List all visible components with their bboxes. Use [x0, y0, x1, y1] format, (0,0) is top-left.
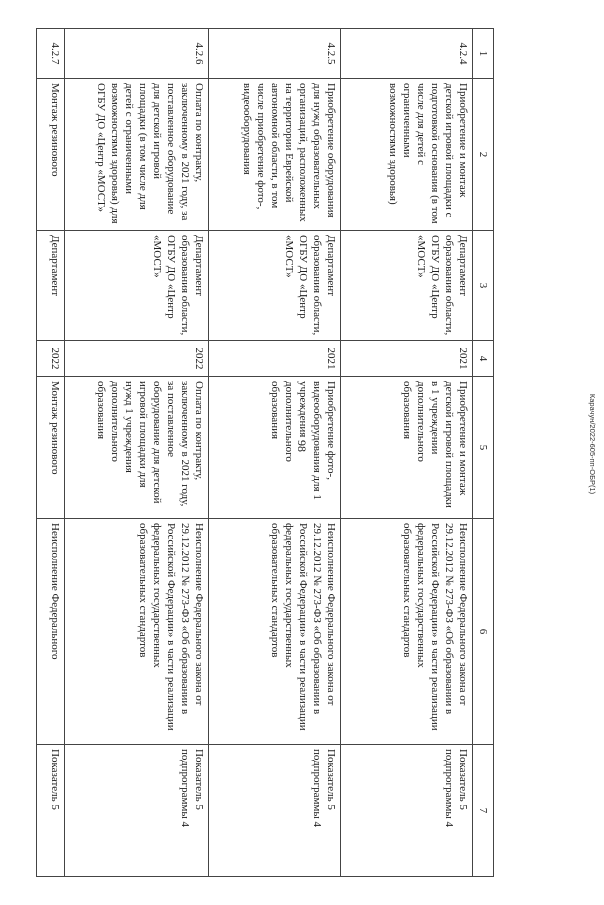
header-cell: 1 — [473, 29, 494, 79]
expected-result: Оплата по контракту, заключенному в 2021 году, за поставленное оборудование для детской игровой площадки для нужд 1 учреждения дополнительного образования — [65, 377, 208, 519]
executor: Департамент образования области, ОГБУ ДО «Центр «МОСТ» — [65, 231, 208, 341]
row-number: 4.2.5 — [208, 29, 340, 79]
executor: Департамент — [37, 231, 65, 341]
header-cell: 3 — [473, 231, 494, 341]
header-cell: 7 — [473, 745, 494, 877]
expected-result: Монтаж резинового — [37, 377, 65, 519]
document-watermark: Карачун/2022-605-пп-ОБР(1) — [588, 393, 597, 495]
consequence: Неисполнение Федерального закона от 29.12.2012 № 273-ФЗ «Об образовании в Российской Федерации» в части реализации федеральных государственных образовательных стандартов — [65, 519, 208, 745]
row-number: 4.2.6 — [65, 29, 208, 79]
table-row — [65, 29, 208, 877]
measure-name: Монтаж резинового — [37, 79, 65, 231]
measure-name: Оплата по контракту, заключенному в 2021 году, за поставленное оборудование для детской игровой площадки (в том числе для детей с ограниченными возможностями здоровья) для ОГБУ ДО «Центр «МОСТ» — [65, 79, 208, 231]
row-number: 4.2.4 — [340, 29, 472, 79]
year: 2021 — [208, 341, 340, 377]
indicator: Показатель 5 подпрограммы 4 — [65, 745, 208, 877]
header-cell: 4 — [473, 341, 494, 377]
row-number: 4.2.7 — [37, 29, 65, 79]
indicator: Показатель 5 подпрограммы 4 — [340, 745, 472, 877]
measure-name: Приобретение и монтаж детской игровой площадки с подготовкой основания (в том числе для детей с ограниченными возможностями здоровья) — [340, 79, 472, 231]
table-row — [37, 29, 65, 877]
executor: Департамент образования области, ОГБУ ДО «Центр «МОСТ» — [208, 231, 340, 341]
consequence: Неисполнение Федерального закона от 29.12.2012 № 273-ФЗ «Об образовании в Российской Федерации» в части реализации федеральных государственных образовательных стандартов — [340, 519, 472, 745]
header-cell: 5 — [473, 377, 494, 519]
measure-name: Приобретение оборудования для нужд образовательных организаций, расположенных на территории Еврейской автономной области, в том числе приобретение фото-, видеооборудования — [208, 79, 340, 231]
year: 2022 — [37, 341, 65, 377]
measures-table — [36, 28, 494, 877]
year: 2021 — [340, 341, 472, 377]
consequence: Неисполнение Федерального — [37, 519, 65, 745]
table-row — [208, 29, 340, 877]
expected-result: Приобретение фото-, видеооборудования для 1 учреждения дополнительного образования — [208, 377, 340, 519]
table-row — [340, 29, 472, 877]
header-cell: 6 — [473, 519, 494, 745]
page-number: 98 — [295, 440, 309, 452]
expected-result: Приобретение и монтаж детской игровой площадки в 1 учреждении дополнительного образования — [340, 377, 472, 519]
indicator: Показатель 5 — [37, 745, 65, 877]
consequence: Неисполнение Федерального закона от 29.12.2012 № 273-ФЗ «Об образовании в Российской Федерации» в части реализации федеральных государственных образовательных стандартов — [208, 519, 340, 745]
year: 2022 — [65, 341, 208, 377]
rotated-table-container — [36, 28, 494, 876]
indicator: Показатель 5 подпрограммы 4 — [208, 745, 340, 877]
header-cell: 2 — [473, 79, 494, 231]
table-header-row — [473, 29, 494, 877]
executor: Департамент образования области, ОГБУ ДО «Центр «МОСТ» — [340, 231, 472, 341]
